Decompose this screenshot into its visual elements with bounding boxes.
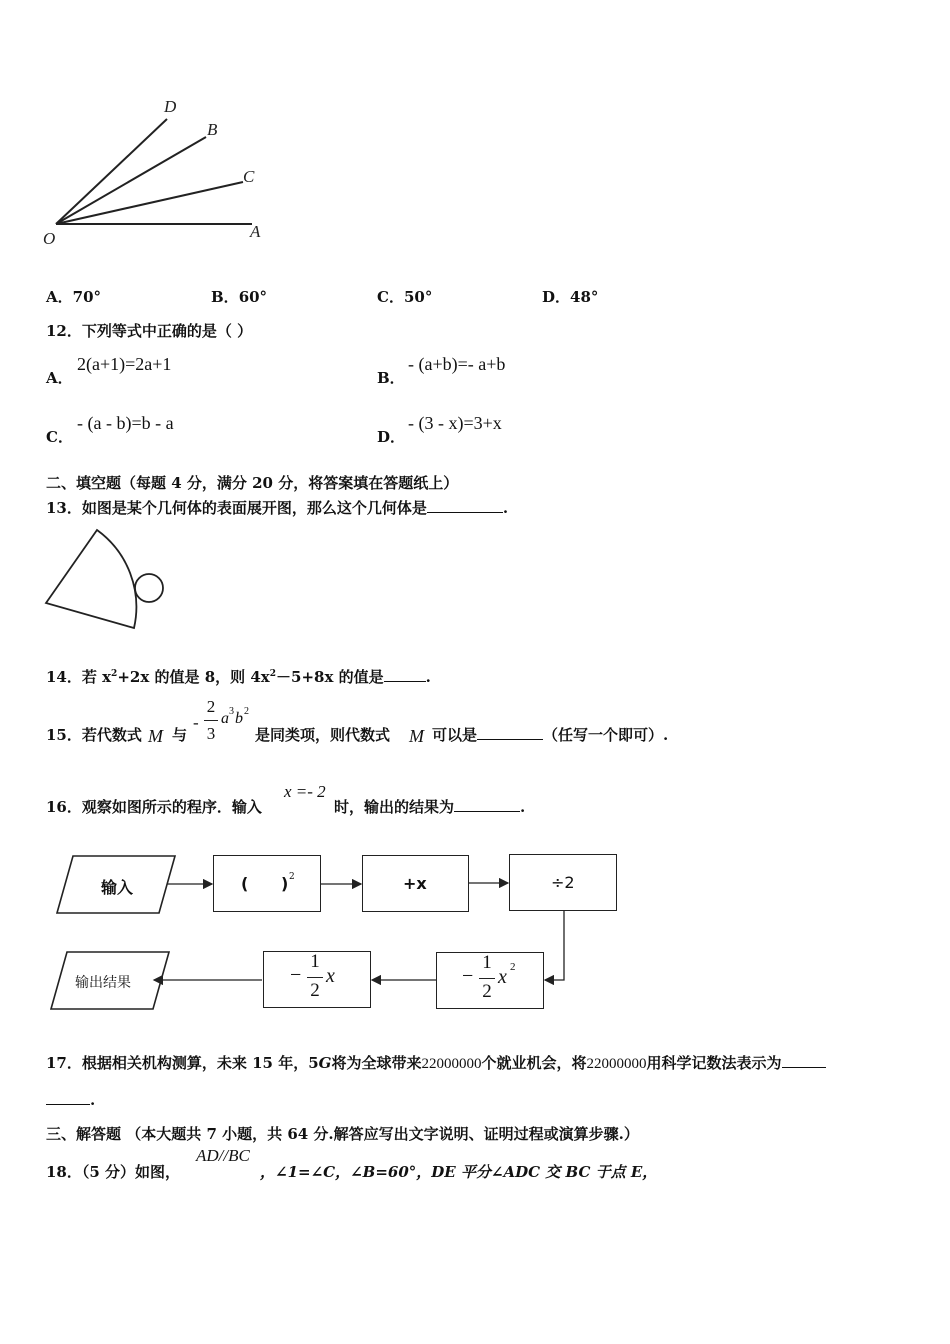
flow-square-close: ) — [281, 874, 289, 893]
q12-option-c-expr: - (a - b)=b - a — [77, 413, 174, 433]
angle-figure — [40, 92, 280, 252]
flow-square-exp: 2 — [289, 872, 295, 882]
q12-option-a-expr: 2(a+1)=2a+1 — [77, 354, 172, 374]
label-a: A — [250, 222, 261, 241]
q15-answer-blank[interactable] — [477, 725, 543, 740]
q16-stem-suffix: 时，输出的结果为 . — [334, 798, 526, 816]
flow-half-x-num: 1 — [310, 951, 320, 972]
q15-frac-bar — [204, 720, 218, 721]
ray-oc — [56, 182, 243, 224]
q12-option-b-expr: - (a+b)=- a+b — [408, 354, 506, 374]
q12-option-d-letter[interactable]: D． — [377, 428, 406, 446]
q17-stem-cont: . — [46, 1090, 95, 1109]
q17-answer-blank[interactable] — [782, 1053, 826, 1068]
q12-option-b-letter[interactable]: B． — [377, 369, 405, 387]
q12-stem: 12．下列等式中正确的是（ ） — [46, 322, 253, 340]
flow-input-label: 输入 — [101, 878, 134, 897]
flow-half-x2-exp: 2 — [510, 961, 516, 973]
q15-mid: 是同类项，则代数式 — [255, 726, 391, 744]
q15-tail: 可以是 （任写一个即可）. — [432, 726, 669, 744]
q14-stem: 14．若 $x^2+2x$ 的值是 8，则 $4x^2-5+8x$ 的值是 . — [46, 668, 431, 686]
base-circle — [135, 574, 163, 602]
flow-square-open: ( — [241, 874, 249, 893]
q15-var-b: b — [235, 710, 243, 727]
q15-neg: - — [193, 713, 199, 732]
q11-option-a[interactable]: A．70° — [46, 288, 102, 306]
label-c: C — [243, 167, 255, 186]
flow-half-x-var: x — [326, 965, 335, 987]
flow-half-x-bar — [307, 977, 323, 978]
flow-plus-x-label: +x — [403, 874, 427, 893]
q11-option-c[interactable]: C．50° — [377, 288, 433, 306]
label-b: B — [207, 120, 218, 139]
flow-half-x2-bar — [479, 978, 495, 979]
ray-od — [56, 119, 167, 224]
sector-shape — [46, 530, 136, 628]
flow-half-x2-var: x — [498, 966, 507, 988]
label-o: O — [43, 229, 56, 248]
section-2-heading: 二、填空题（每题 4 分，满分 20 分，将答案填在答题纸上） — [46, 474, 459, 492]
q17-answer-blank-cont[interactable] — [46, 1090, 90, 1105]
q16-stem-prefix: 16．观察如图所示的程序．输入 — [46, 798, 262, 816]
q15-stem: 15．若代数式 — [46, 726, 142, 744]
q13-stem: 13．如图是某个几何体的表面展开图，那么这个几何体是 . — [46, 499, 509, 517]
flow-half-x2-num: 1 — [482, 952, 492, 973]
flow-half-x2-den: 2 — [482, 981, 492, 1002]
q13-answer-blank[interactable] — [427, 498, 503, 513]
flow-half-x2-neg: − — [462, 965, 474, 987]
q15-m2: M — [409, 726, 424, 746]
flow-div2-label: ÷2 — [551, 873, 575, 892]
cone-net-figure — [40, 525, 180, 635]
q15-exp-a: 3 — [229, 706, 234, 717]
q14-answer-blank[interactable] — [384, 667, 426, 682]
q11-option-d[interactable]: D．48° — [542, 288, 599, 306]
q12-option-d-expr: - (3 - x)=3+x — [408, 413, 502, 433]
q15-frac-num: 2 — [206, 697, 216, 716]
q18-stem-rest: ，∠1=∠C，∠B=60°，DE 平分∠ADC 交 BC 于点 E， — [260, 1163, 658, 1181]
q12-option-a-letter[interactable]: A． — [46, 369, 73, 387]
flow-square-box — [213, 855, 321, 912]
q11-option-b[interactable]: B．60° — [211, 288, 268, 306]
q15-exp-b: 2 — [244, 706, 249, 717]
q12-option-c-letter[interactable]: C． — [46, 428, 73, 446]
q15-var-a: a — [221, 710, 229, 727]
flow-output-label: 输出结果 — [75, 975, 131, 991]
flow-half-x-neg: − — [290, 964, 302, 986]
q16-answer-blank[interactable] — [454, 797, 520, 812]
section-3-heading: 三、解答题 （本大题共 7 小题，共 64 分.解答应写出文字说明、证明过程或演算步骤.） — [46, 1125, 639, 1143]
q16-condition: x =- 2 — [284, 782, 326, 801]
q18-condition: AD//BC — [196, 1146, 250, 1165]
q15-m1: M — [148, 726, 163, 746]
q15-with: 与 — [172, 726, 188, 744]
ray-ob — [56, 137, 206, 224]
q18-stem-prefix: 18．（5 分）如图， — [46, 1163, 181, 1181]
flow-half-x-den: 2 — [310, 980, 320, 1001]
q17-stem: 17．根据相关机构测算，未来 15 年，5G将为全球带来22000000个就业机会，将22000000用科学记数法表示为 — [46, 1052, 826, 1073]
label-d: D — [164, 97, 177, 116]
q15-frac-den: 3 — [206, 724, 216, 743]
